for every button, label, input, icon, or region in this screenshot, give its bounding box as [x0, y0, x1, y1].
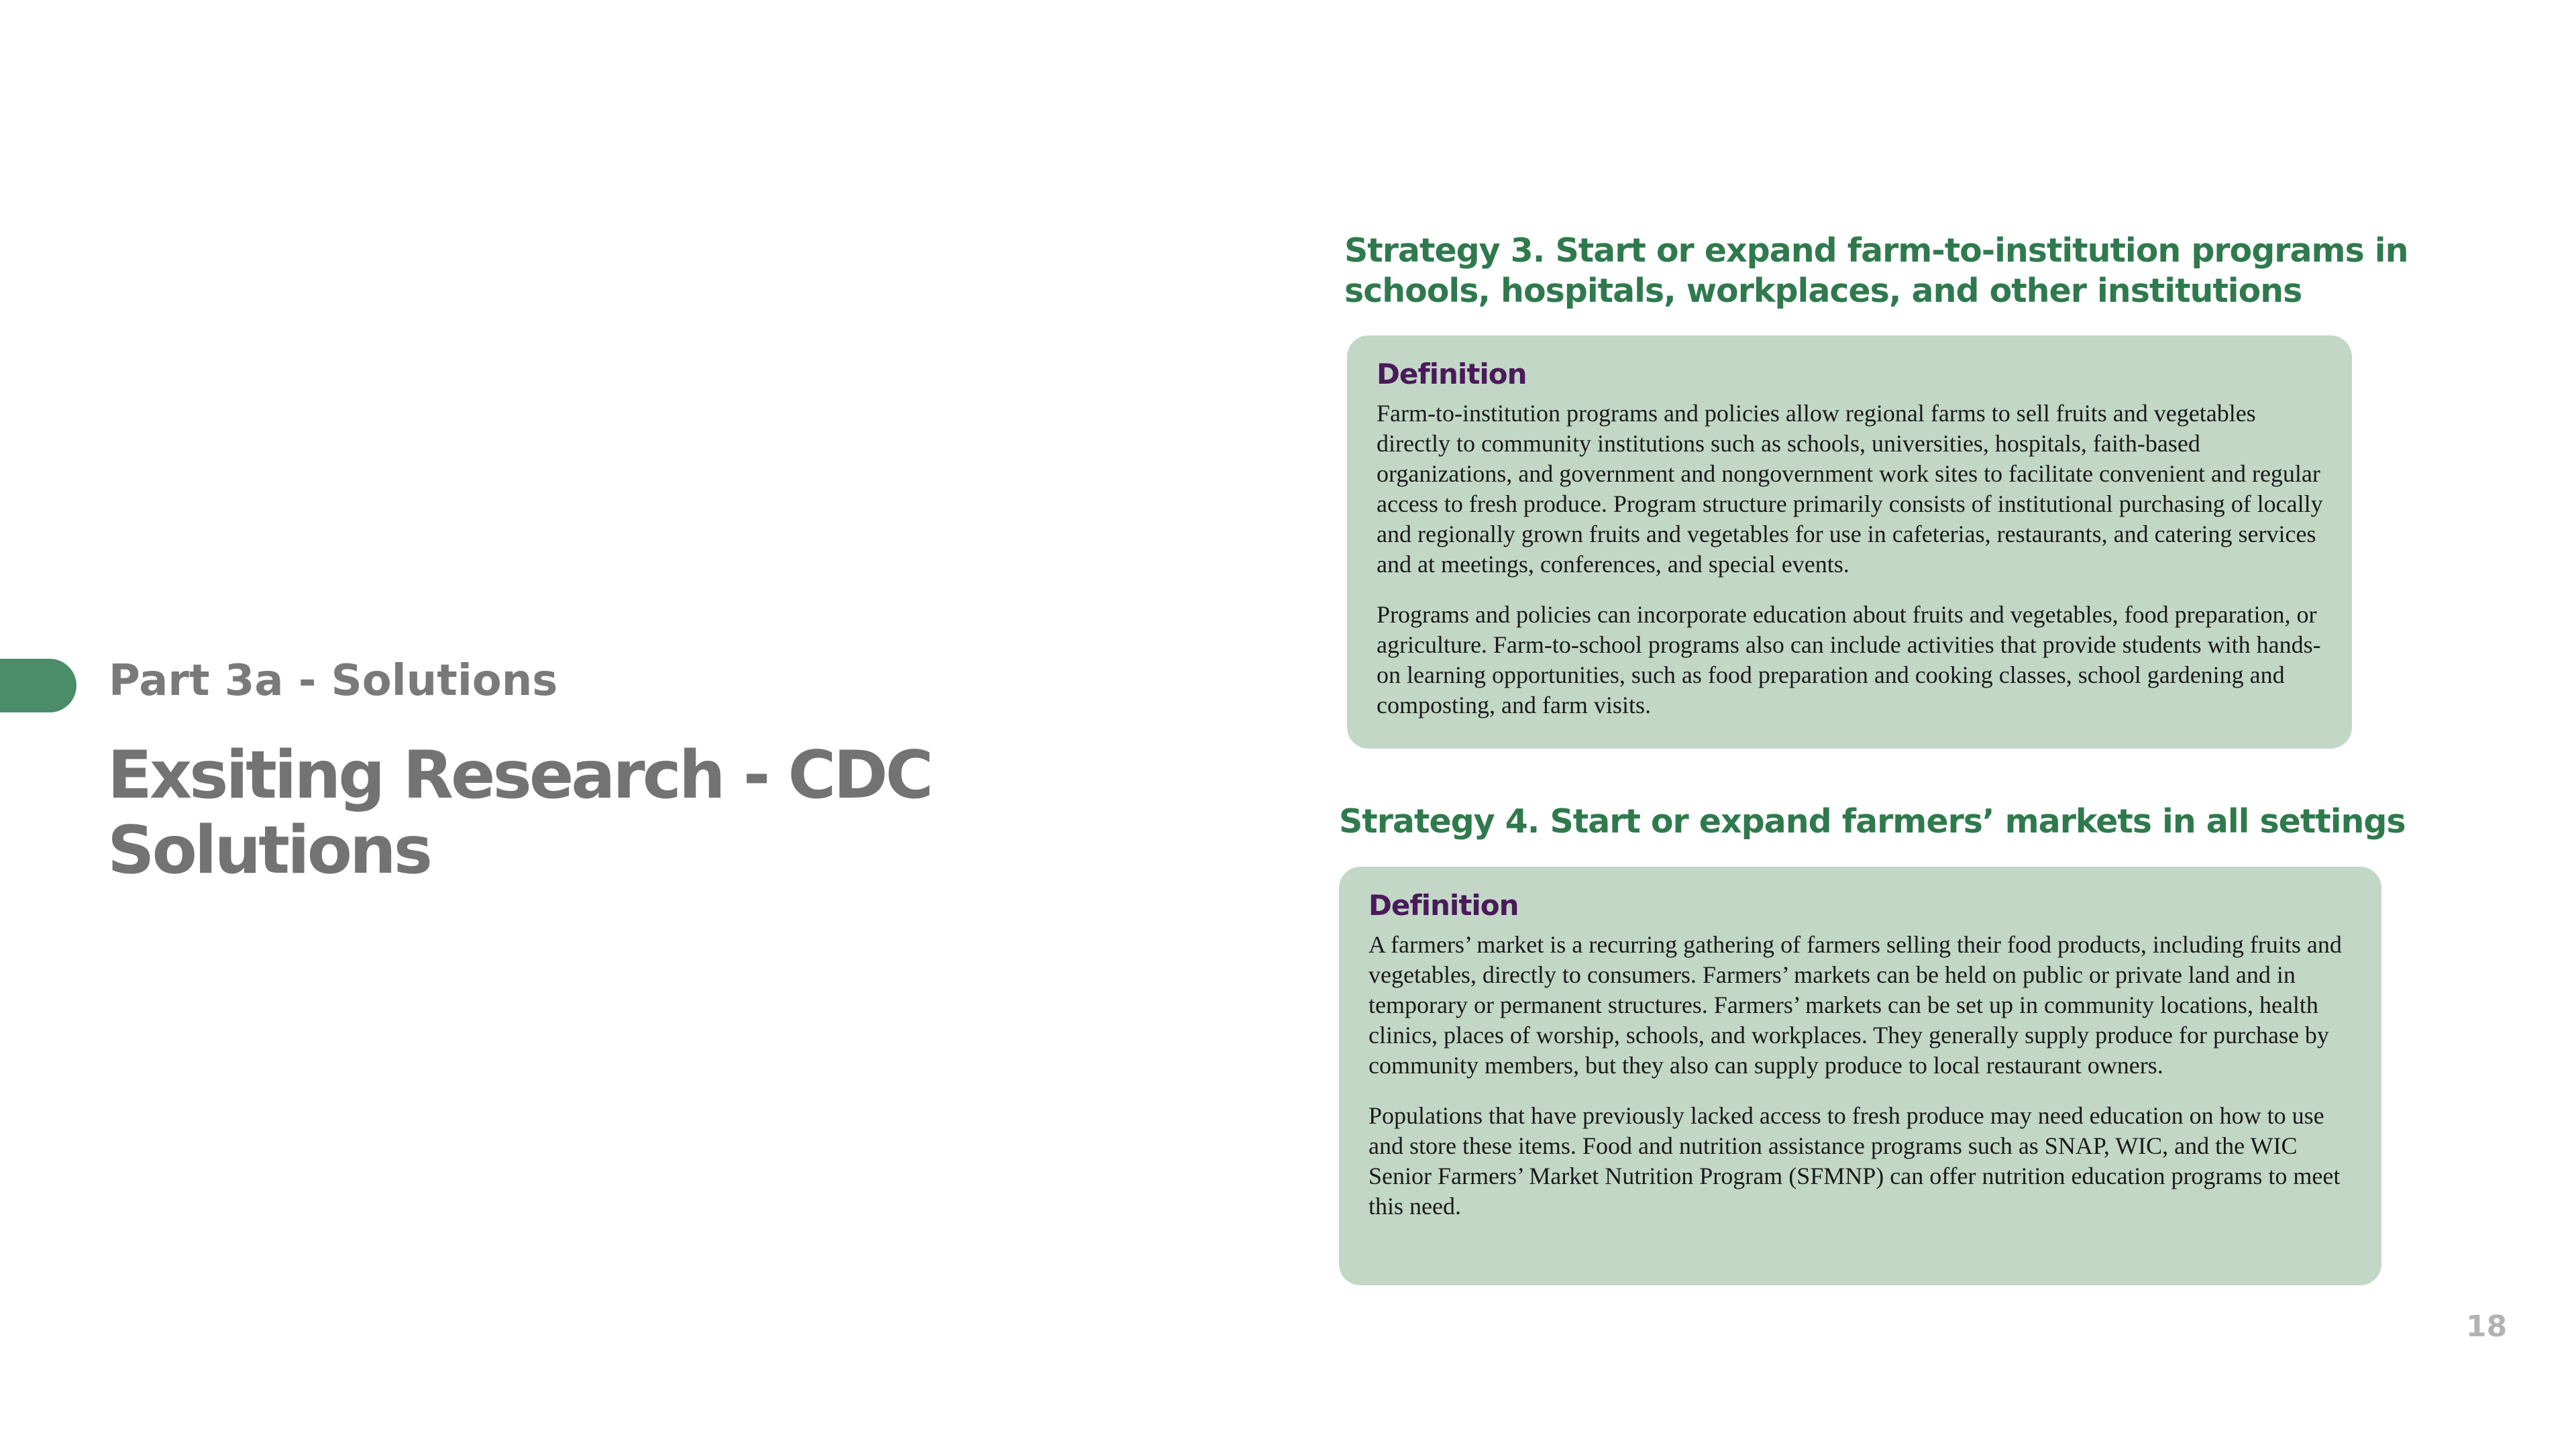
- strategy-3-definition-title: Definition: [1377, 358, 1527, 390]
- strategy-3-definition-box: [1347, 335, 2352, 749]
- strategy-4-definition-title: Definition: [1368, 889, 1519, 922]
- strategy-3-paragraph-1: Farm-to-institution programs and policies allow regional farms to sell fruits and vegetables directly to community institutions such as schools, universities, hospitals, faith-based organizations, and government and nongovernment work sites to facilitate convenient and regular access to fresh produce. Program structure primarily consists of institutional purchasing of locally and regionally grown fruits and vegetables for use in cafeterias, restaurants, and catering services and at meetings, conferences, and special events.: [1377, 400, 2323, 578]
- strategy-3-paragraph-2: Programs and policies can incorporate education about fruits and vegetables, food preparation, or agriculture. Farm-to-school programs also can include activities that provide students with hands-on learning opportunities, such as food preparation and cooking classes, school gardening and composting, and farm visits.: [1377, 601, 2321, 718]
- strategy-4-definition-box: [1339, 867, 2381, 1285]
- section-label: Part 3a - Solutions: [109, 656, 558, 706]
- page-number: 18: [2466, 1309, 2508, 1344]
- strategy-4-paragraph-2: Populations that have previously lacked access to fresh produce may need education on how to use and store these items. Food and nutrition assistance programs such as SNAP, WIC, and the WIC Senior Farmers’ Market Nutrition Program (SFMNP) can offer nutrition education programs to meet this need.: [1368, 1102, 2341, 1220]
- strategy-4-paragraph-1: A farmers’ market is a recurring gathering of farmers selling their food products, including fruits and vegetables, directly to consumers. Farmers’ markets can be held on public or private land and in temporary or permanent structures. Farmers’ markets can be set up in community locations, health clinics, places of worship, schools, and workplaces. They generally supply produce for purchase by community members, but they also can supply produce to local restaurant owners.: [1368, 931, 2342, 1079]
- strategy-3-heading: Strategy 3. Start or expand farm-to-institution programs in schools, hospitals, workplaces, and other institutions: [1344, 231, 2408, 310]
- strategy-4-heading: Strategy 4. Start or expand farmers’ markets in all settings: [1339, 802, 2406, 841]
- section-marker-tab: [0, 659, 76, 712]
- page-title: Exsiting Research - CDC Solutions: [107, 737, 931, 889]
